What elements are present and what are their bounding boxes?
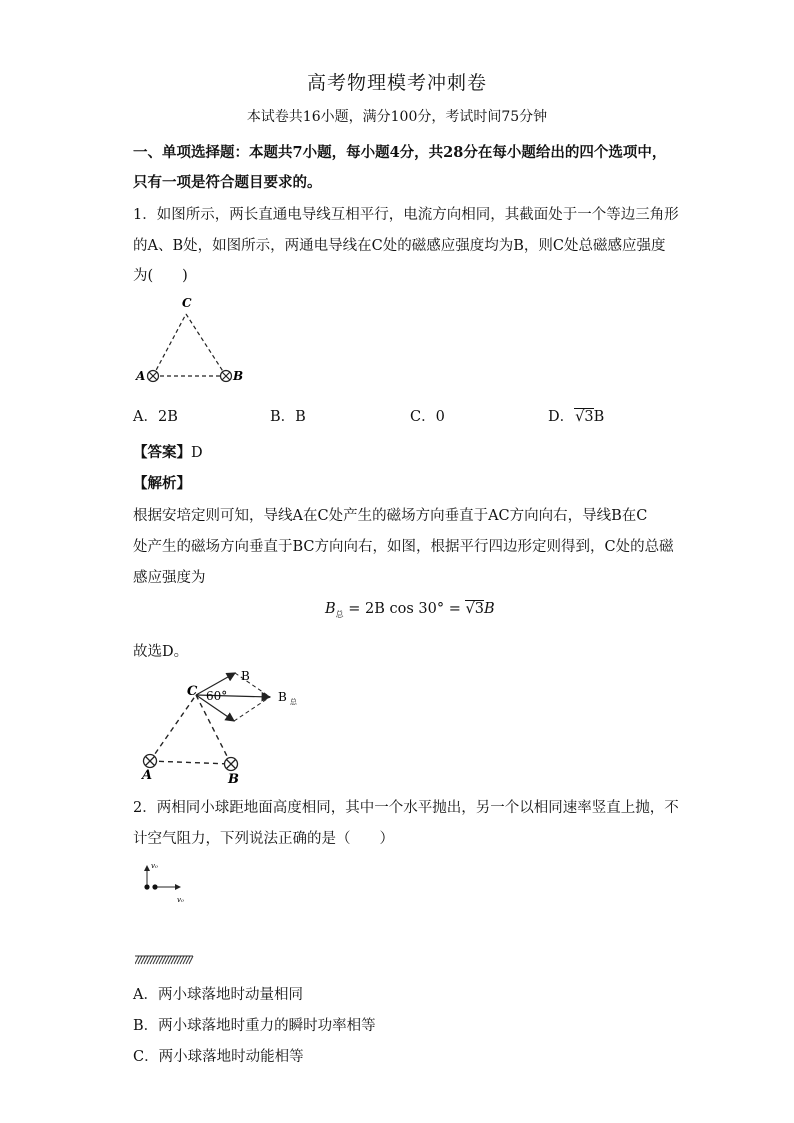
answer-label: 【答案】 (133, 444, 191, 461)
label-b-total: B $_总$ (278, 690, 297, 706)
exam-info: 本试卷共16小题，满分100分，考试时间75分钟 (246, 109, 548, 125)
q2-option-a: A．两小球落地时动量相同 (133, 987, 303, 1003)
q2-figure (135, 855, 215, 970)
formula-lhs-sub: 总 (335, 609, 344, 619)
label-a: A (136, 369, 146, 383)
q1-stem-line2: 的A、B处，如图所示，两通电导线在C处的磁感应强度均为B，则C处总磁感应强度 (133, 238, 666, 254)
formula-rhs: B (483, 601, 495, 617)
q2-stem-line2: 计空气阻力，下列说法正确的是（ ） (133, 831, 394, 847)
ball-vertical (144, 884, 149, 889)
current-into-page-icon-b (221, 371, 232, 382)
analysis-line3: 感应强度为 (133, 570, 206, 586)
formula (325, 601, 495, 620)
analysis-label: 【解析】 (133, 475, 191, 492)
label-b: B (228, 772, 239, 787)
page-title: 高考物理模考冲刺卷 (306, 72, 487, 94)
analysis-line2: 处产生的磁场方向垂直于BC方向向右，如图，根据平行四边形定则得到，C处的总磁 (133, 539, 674, 555)
label-v0-right: v₀ (177, 896, 184, 904)
q1-option-d-suffix: B (593, 409, 605, 425)
current-into-page-icon-a (148, 371, 159, 382)
analysis-line1: 根据安培定则可知，导线A在C处产生的磁场方向垂直于AC方向向右，导线B在C (133, 508, 648, 524)
current-into-page-icon-b (225, 758, 238, 771)
q1-option-d (548, 405, 604, 426)
parallelogram-edge-bottom (234, 697, 270, 721)
label-c: C (187, 684, 198, 699)
formula-lhs: B (325, 601, 336, 617)
side-ac (153, 314, 186, 376)
q1-option-b: B．B (270, 409, 306, 425)
label-b-vector: B (241, 669, 250, 683)
formula-sqrt-value: 3 (474, 601, 484, 617)
answer-value: D (191, 445, 203, 461)
ball-horizontal (152, 884, 157, 889)
ground-hatch (135, 956, 193, 964)
section-heading-line2: 只有一项是符合题目要求的。 (133, 174, 322, 191)
q2-option-c: C．两小球落地时动能相等 (133, 1049, 304, 1065)
side-bc (196, 695, 231, 764)
q1-stem-line1: 1．如图所示，两长直通电导线互相平行，电流方向相同，其截面处于一个等边三角形 (133, 207, 679, 223)
label-v0-up: v₀ (151, 862, 158, 870)
q1-triangle-figure (130, 292, 260, 392)
formula-sqrt: √3 (465, 601, 484, 617)
q2-stem-line1: 2．两相同小球距地面高度相同，其中一个水平抛出，另一个以相同速率竖直上抛，不 (133, 800, 679, 816)
side-ac (150, 695, 196, 761)
q1-answer (133, 441, 203, 462)
side-bc (186, 314, 226, 376)
label-c: C (182, 296, 192, 310)
label-b: B (233, 369, 244, 383)
q1-stem-line3: 为( ) (133, 268, 188, 284)
q1-vector-figure (130, 665, 310, 790)
side-ab (150, 761, 231, 764)
q2-option-b: B．两小球落地时重力的瞬时功率相等 (133, 1018, 376, 1034)
formula-mid: = 2B cos 30° = (348, 601, 461, 617)
sqrt-sign: √3 (575, 409, 594, 425)
conclusion: 故选D。 (133, 644, 189, 660)
q1-option-d-prefix: D． (548, 409, 575, 425)
section-heading-line1: 一、单项选择题：本题共7小题，每小题4分，共28分在每小题给出的四个选项中， (133, 144, 667, 161)
q1-option-c: C．0 (410, 409, 445, 425)
sqrt-value: 3 (584, 409, 594, 425)
q1-option-a: A．2B (133, 409, 178, 425)
current-into-page-icon-a (144, 755, 157, 768)
angle-label: 60° (206, 689, 228, 703)
label-a: A (142, 768, 153, 783)
